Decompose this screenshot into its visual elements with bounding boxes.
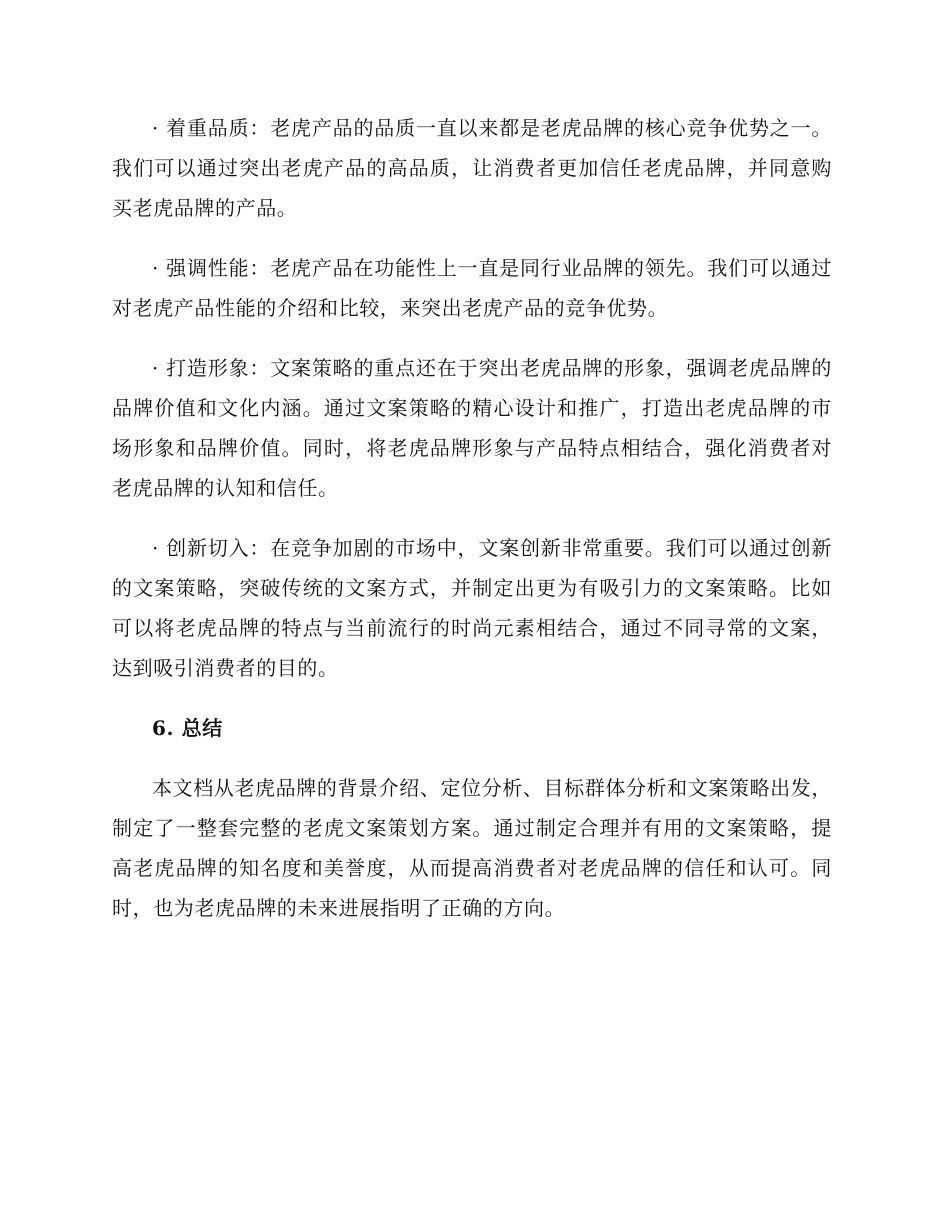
document-page [112, 108, 832, 948]
summary-paragraph: 本文档从老虎品牌的背景介绍、定位分析、目标群体分析和文案策略出发，制定了一整套完整的老虎文案策划方案。通过制定合理并有用的文案策略，提高老虎品牌的知名度和美誉度，从而提高消费者对老虎品牌的信任和认可。同时，也为老虎品牌的未来进展指明了正确的方向。 [112, 776, 832, 920]
bullet-quality: · 着重品质：老虎产品的品质一直以来都是老虎品牌的核心竞争优势之一。我们可以通过突出老虎产品的高品质，让消费者更加信任老虎品牌，并同意购买老虎品牌的产品。 [112, 116, 832, 220]
bullet-innovation: · 创新切入：在竞争加剧的市场中，文案创新非常重要。我们可以通过创新的文案策略，突破传统的文案方式，并制定出更为有吸引力的文案策略。比如可以将老虎品牌的特点与当前流行的时尚元素相结合，通过不同寻常的文案，达到吸引消费者的目的。 [112, 536, 832, 680]
section-heading-summary: 6. 总结 [152, 716, 223, 740]
bullet-performance: · 强调性能：老虎产品在功能性上一直是同行业品牌的领先。我们可以通过对老虎产品性能的介绍和比较，来突出老虎产品的竞争优势。 [112, 256, 832, 320]
bullet-image: · 打造形象：文案策略的重点还在于突出老虎品牌的形象，强调老虎品牌的品牌价值和文化内涵。通过文案策略的精心设计和推广，打造出老虎品牌的市场形象和品牌价值。同时，将老虎品牌形象与产品特点相结合，强化消费者对老虎品牌的认知和信任。 [112, 356, 832, 500]
